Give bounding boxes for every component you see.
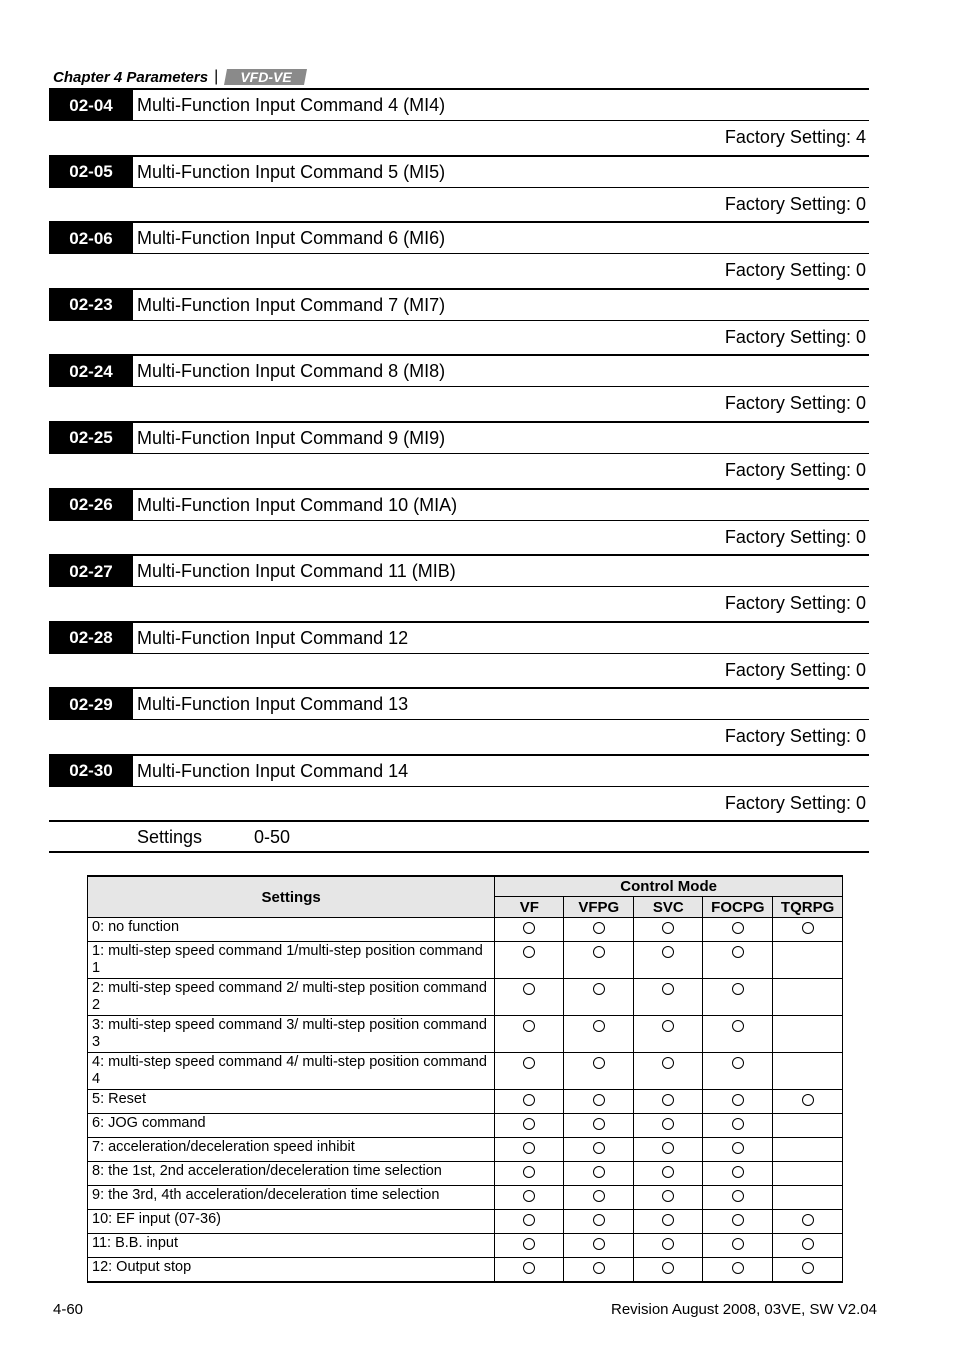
mode-cell: [495, 1186, 564, 1210]
mode-cell: [703, 1090, 773, 1114]
revision-info: Revision August 2008, 03VE, SW V2.04: [611, 1301, 877, 1318]
mode-cell: [495, 918, 564, 942]
supported-circle-icon: [732, 922, 744, 934]
supported-circle-icon: [593, 1057, 605, 1069]
factory-setting-row: [49, 188, 869, 221]
parameter-name: Multi-Function Input Command 6 (MI6): [137, 228, 446, 249]
control-mode-header: Control Mode: [495, 876, 843, 897]
table-row: [88, 1114, 843, 1138]
parameter-name: Multi-Function Input Command 14: [137, 760, 409, 781]
supported-circle-icon: [732, 1118, 744, 1130]
mode-cell: [703, 979, 773, 1016]
supported-circle-icon: [802, 1214, 814, 1226]
mode-cell: [703, 1210, 773, 1234]
mode-cell: [495, 1016, 564, 1053]
table-row: [88, 918, 843, 942]
supported-circle-icon: [662, 1020, 674, 1032]
mode-cell: [634, 1162, 703, 1186]
supported-circle-icon: [523, 983, 535, 995]
supported-circle-icon: [523, 1190, 535, 1202]
parameter-code: 02-23: [49, 290, 133, 321]
mode-cell: [564, 1053, 634, 1090]
mode-cell: [634, 1114, 703, 1138]
supported-circle-icon: [662, 922, 674, 934]
mode-cell: [773, 1210, 843, 1234]
supported-circle-icon: [523, 1262, 535, 1274]
supported-circle-icon: [732, 1262, 744, 1274]
parameter-name: Multi-Function Input Command 12: [137, 627, 409, 648]
mode-cell: [773, 942, 843, 979]
supported-circle-icon: [523, 1020, 535, 1032]
mode-header-vf: VF: [495, 897, 564, 918]
mode-cell: [773, 1016, 843, 1053]
supported-circle-icon: [593, 1214, 605, 1226]
factory-setting-row: [49, 454, 869, 487]
setting-description: 8: the 1st, 2nd acceleration/deceleration time selection: [88, 1162, 495, 1186]
supported-circle-icon: [593, 1118, 605, 1130]
parameter-block: [49, 687, 869, 754]
parameter-code: 02-28: [49, 623, 133, 654]
parameter-code: 02-29: [49, 689, 133, 720]
mode-cell: [773, 1162, 843, 1186]
parameter-block: [49, 554, 869, 621]
setting-description: 7: acceleration/deceleration speed inhibit: [88, 1138, 495, 1162]
supported-circle-icon: [662, 1166, 674, 1178]
setting-description: 9: the 3rd, 4th acceleration/deceleration time selection: [88, 1186, 495, 1210]
mode-cell: [634, 1138, 703, 1162]
factory-setting-row: [49, 387, 869, 420]
factory-setting: Factory Setting: 0: [724, 326, 866, 347]
parameter-block: [49, 88, 869, 155]
mode-cell: [564, 1258, 634, 1283]
mode-cell: [495, 1138, 564, 1162]
supported-circle-icon: [802, 1094, 814, 1106]
parameter-name: Multi-Function Input Command 4 (MI4): [137, 95, 446, 115]
factory-setting: Factory Setting: 0: [724, 193, 866, 214]
page-header: [53, 66, 308, 88]
parameter-code: 02-24: [49, 356, 133, 387]
mode-cell: [703, 1186, 773, 1210]
factory-setting-row: [49, 254, 869, 287]
parameter-title-row: [49, 754, 869, 787]
mode-cell: [495, 979, 564, 1016]
mode-header-tqrpg: TQRPG: [773, 897, 843, 918]
supported-circle-icon: [593, 1262, 605, 1274]
table-row: [88, 1090, 843, 1114]
supported-circle-icon: [802, 922, 814, 934]
mode-cell: [773, 1138, 843, 1162]
mode-cell: [703, 942, 773, 979]
factory-setting-row: [49, 521, 869, 554]
mode-cell: [703, 1234, 773, 1258]
supported-circle-icon: [662, 1118, 674, 1130]
supported-circle-icon: [523, 946, 535, 958]
factory-setting: Factory Setting: 0: [724, 526, 866, 547]
supported-circle-icon: [732, 1238, 744, 1250]
supported-circle-icon: [662, 1238, 674, 1250]
factory-setting-row: [49, 654, 869, 687]
parameter-title-row: [49, 354, 869, 387]
mode-cell: [564, 1090, 634, 1114]
supported-circle-icon: [662, 1094, 674, 1106]
supported-circle-icon: [593, 946, 605, 958]
supported-circle-icon: [732, 1142, 744, 1154]
factory-setting-row: [49, 321, 869, 354]
supported-circle-icon: [732, 1214, 744, 1226]
supported-circle-icon: [593, 1190, 605, 1202]
supported-circle-icon: [662, 1057, 674, 1069]
parameter-name: Multi-Function Input Command 13: [137, 694, 409, 715]
setting-description: 5: Reset: [88, 1090, 495, 1114]
supported-circle-icon: [662, 983, 674, 995]
mode-cell: [564, 1138, 634, 1162]
supported-circle-icon: [732, 1094, 744, 1106]
factory-setting-row: [49, 587, 869, 620]
table-row: [88, 1138, 843, 1162]
mode-cell: [703, 1138, 773, 1162]
table-row: [88, 1016, 843, 1053]
mode-cell: [703, 1162, 773, 1186]
page-number: 4-60: [53, 1301, 84, 1318]
parameter-block: [49, 754, 869, 821]
mode-cell: [634, 1090, 703, 1114]
mode-cell: [634, 979, 703, 1016]
mode-cell: [495, 942, 564, 979]
factory-setting: Factory Setting: 0: [724, 260, 866, 281]
supported-circle-icon: [802, 1238, 814, 1250]
control-mode-table: [87, 875, 843, 1283]
parameter-title-row: [49, 288, 869, 321]
supported-circle-icon: [593, 1166, 605, 1178]
setting-description: 11: B.B. input: [88, 1234, 495, 1258]
mode-cell: [773, 1234, 843, 1258]
mode-cell: [495, 1258, 564, 1283]
table-row: [88, 1210, 843, 1234]
supported-circle-icon: [593, 1020, 605, 1032]
mode-cell: [634, 918, 703, 942]
supported-circle-icon: [523, 1094, 535, 1106]
factory-setting-row: [49, 720, 869, 753]
factory-setting: Factory Setting: 4: [724, 127, 866, 147]
mode-cell: [634, 1258, 703, 1283]
parameter-code: 02-26: [49, 490, 133, 521]
factory-setting: Factory Setting: 0: [724, 659, 866, 680]
mode-cell: [703, 918, 773, 942]
parameter-block: [49, 155, 869, 222]
parameter-code: 02-30: [49, 756, 133, 787]
factory-setting: Factory Setting: 0: [724, 593, 866, 614]
settings-label: Settings: [137, 827, 203, 847]
mode-cell: [564, 1016, 634, 1053]
parameter-name: Multi-Function Input Command 8 (MI8): [137, 361, 446, 382]
parameter-name: Multi-Function Input Command 7 (MI7): [137, 294, 446, 315]
mode-cell: [703, 1053, 773, 1090]
settings-range: 0-50: [254, 827, 291, 847]
parameter-title-row: [49, 88, 869, 121]
mode-cell: [495, 1053, 564, 1090]
supported-circle-icon: [523, 922, 535, 934]
table-row: [88, 1053, 843, 1090]
supported-circle-icon: [732, 1166, 744, 1178]
settings-line: [49, 820, 869, 853]
supported-circle-icon: [732, 1020, 744, 1032]
factory-setting-row: [49, 121, 869, 154]
mode-cell: [495, 1114, 564, 1138]
mode-cell: [564, 1186, 634, 1210]
supported-circle-icon: [523, 1214, 535, 1226]
chapter-title: Chapter 4 Parameters: [53, 68, 209, 86]
supported-circle-icon: [732, 983, 744, 995]
parameter-code: 02-25: [49, 423, 133, 454]
parameter-code: 02-05: [49, 157, 133, 188]
supported-circle-icon: [593, 983, 605, 995]
parameter-code: 02-04: [49, 90, 133, 121]
supported-circle-icon: [523, 1057, 535, 1069]
mode-cell: [773, 1186, 843, 1210]
supported-circle-icon: [802, 1262, 814, 1274]
supported-circle-icon: [523, 1142, 535, 1154]
parameter-title-row: [49, 554, 869, 587]
setting-description: 12: Output stop: [88, 1258, 495, 1283]
mode-cell: [564, 1210, 634, 1234]
supported-circle-icon: [662, 1214, 674, 1226]
parameter-block: [49, 621, 869, 688]
parameter-code: 02-06: [49, 223, 133, 254]
supported-circle-icon: [593, 1094, 605, 1106]
table-row: [88, 942, 843, 979]
parameter-name: Multi-Function Input Command 11 (MIB): [137, 561, 456, 582]
mode-cell: [773, 1258, 843, 1283]
settings-column-header: Settings: [88, 876, 495, 918]
mode-cell: [495, 1162, 564, 1186]
supported-circle-icon: [593, 1142, 605, 1154]
parameter-block: [49, 221, 869, 288]
setting-description: 10: EF input (07-36): [88, 1210, 495, 1234]
mode-cell: [634, 942, 703, 979]
mode-cell: [495, 1210, 564, 1234]
logo-text: VFD-VE: [240, 69, 292, 85]
mode-cell: [634, 1186, 703, 1210]
parameter-name: Multi-Function Input Command 9 (MI9): [137, 427, 446, 448]
setting-description: 2: multi-step speed command 2/ multi-step position command 2: [88, 979, 495, 1016]
supported-circle-icon: [523, 1118, 535, 1130]
mode-cell: [564, 1234, 634, 1258]
supported-circle-icon: [662, 1190, 674, 1202]
mode-cell: [703, 1114, 773, 1138]
setting-description: 6: JOG command: [88, 1114, 495, 1138]
supported-circle-icon: [662, 1262, 674, 1274]
supported-circle-icon: [732, 946, 744, 958]
supported-circle-icon: [662, 946, 674, 958]
mode-cell: [634, 1016, 703, 1053]
parameter-title-row: [49, 488, 869, 521]
parameter-title-row: [49, 621, 869, 654]
setting-description: 0: no function: [88, 918, 495, 942]
table-row: [88, 1234, 843, 1258]
supported-circle-icon: [593, 922, 605, 934]
setting-description: 1: multi-step speed command 1/multi-step position command 1: [88, 942, 495, 979]
mode-cell: [773, 918, 843, 942]
mode-cell: [564, 918, 634, 942]
parameter-block: [49, 354, 869, 421]
supported-circle-icon: [523, 1238, 535, 1250]
supported-circle-icon: [732, 1057, 744, 1069]
parameter-block: [49, 421, 869, 488]
table-row: [88, 979, 843, 1016]
mode-cell: [495, 1090, 564, 1114]
factory-setting: Factory Setting: 0: [724, 726, 866, 747]
mode-cell: [773, 1114, 843, 1138]
table-row: [88, 1186, 843, 1210]
factory-setting: Factory Setting: 0: [724, 459, 866, 480]
mode-header-focpg: FOCPG: [703, 897, 773, 918]
mode-cell: [773, 1053, 843, 1090]
supported-circle-icon: [523, 1166, 535, 1178]
parameter-name: Multi-Function Input Command 10 (MIA): [137, 494, 458, 515]
mode-cell: [495, 1234, 564, 1258]
parameter-list: [49, 88, 869, 821]
factory-setting: Factory Setting: 0: [724, 393, 866, 414]
vfd-ve-logo: [224, 68, 308, 86]
parameter-block: [49, 488, 869, 555]
mode-header-vfpg: VFPG: [564, 897, 634, 918]
parameter-block: [49, 288, 869, 355]
mode-cell: [634, 1053, 703, 1090]
header-separator: |: [214, 68, 219, 85]
mode-cell: [773, 1090, 843, 1114]
table-row: [88, 1162, 843, 1186]
supported-circle-icon: [662, 1142, 674, 1154]
parameter-title-row: [49, 221, 869, 254]
setting-description: 3: multi-step speed command 3/ multi-step position command 3: [88, 1016, 495, 1053]
mode-cell: [564, 979, 634, 1016]
parameter-code: 02-27: [49, 556, 133, 587]
mode-cell: [703, 1016, 773, 1053]
mode-cell: [703, 1258, 773, 1283]
supported-circle-icon: [593, 1238, 605, 1250]
mode-cell: [564, 942, 634, 979]
parameter-name: Multi-Function Input Command 5 (MI5): [137, 161, 446, 182]
parameter-title-row: [49, 687, 869, 720]
factory-setting-row: [49, 787, 869, 820]
mode-cell: [564, 1114, 634, 1138]
table-row: [88, 1258, 843, 1283]
parameter-title-row: [49, 155, 869, 188]
supported-circle-icon: [732, 1190, 744, 1202]
mode-cell: [564, 1162, 634, 1186]
parameter-title-row: [49, 421, 869, 454]
mode-cell: [634, 1210, 703, 1234]
factory-setting: Factory Setting: 0: [724, 792, 866, 813]
setting-description: 4: multi-step speed command 4/ multi-step position command 4: [88, 1053, 495, 1090]
mode-cell: [773, 979, 843, 1016]
mode-cell: [634, 1234, 703, 1258]
mode-header-svc: SVC: [634, 897, 703, 918]
